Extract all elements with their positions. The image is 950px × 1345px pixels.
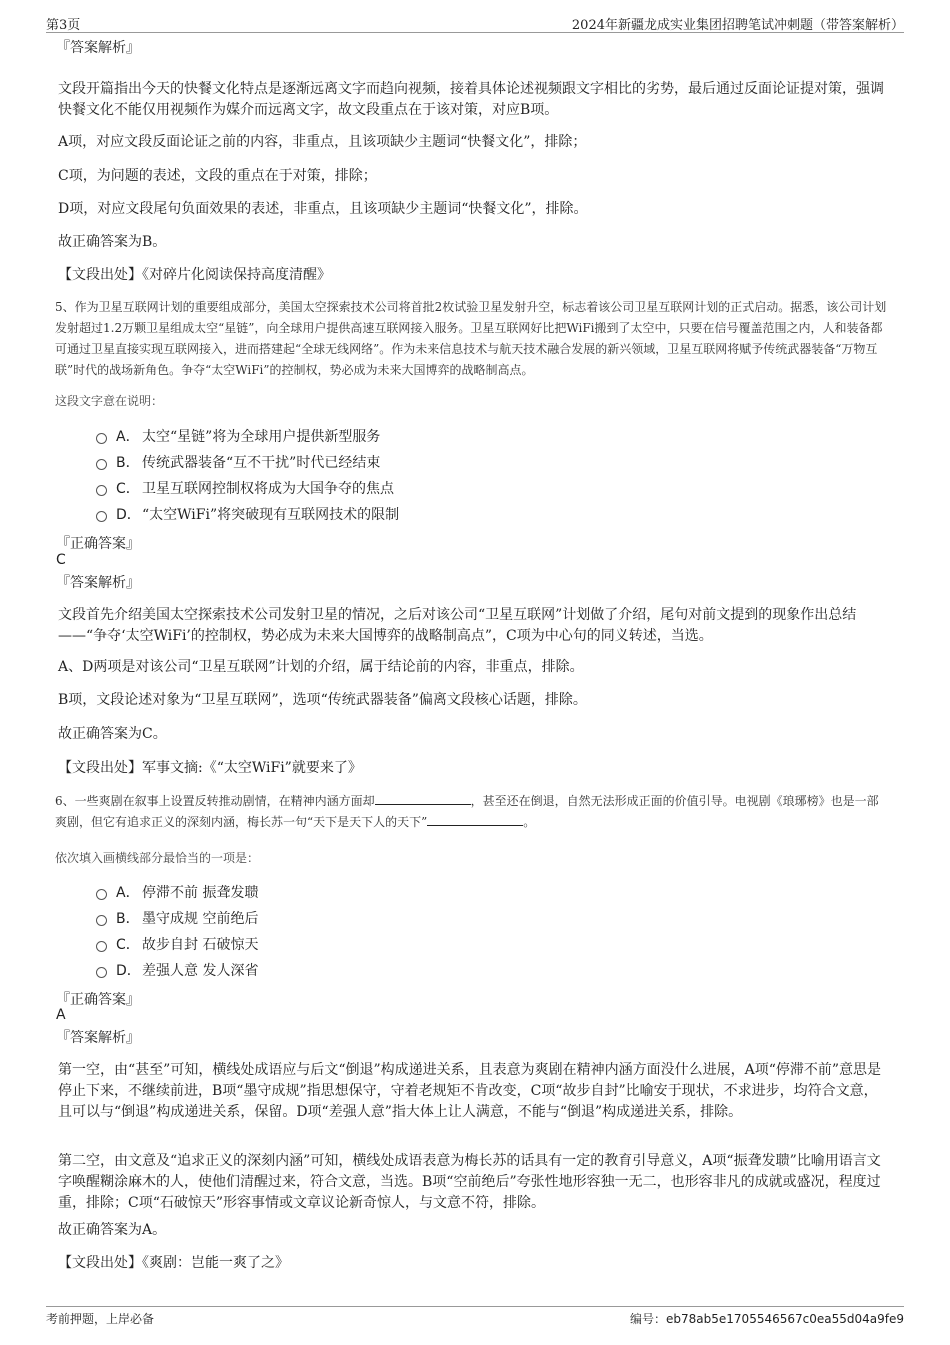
analysis-paragraph: 第二空，由文意及“追求正义的深刻内涵”可知，横线处成语表意为梅长苏的话具有一定的教育引导意义，A项“振聋发聩”比喻用语言文字唤醒糊涂麻木的人，使他们清醒过来，符合文意，当选。B项“空前绝后”夸张性地形容独一无二，也形容非凡的成就或盛况，程度过重，排除；C项“石破惊天”形容事情或文章议论新奇惊人，与文意不符，排除。	[58, 1153, 881, 1211]
fill-blank	[375, 792, 471, 805]
answer-conclusion: 故正确答案为B。	[58, 234, 167, 250]
stem-text: 6、一些爽剧在叙事上设置反转推动剧情，在精神内涵方面却	[55, 794, 375, 808]
option-d[interactable]	[96, 503, 399, 525]
analysis-paragraph: 文段开篇指出今天的快餐文化特点是逐渐远离文字而趋向视频，接着具体论述视频跟文字相比的劣势，最后通过反面论证提对策，强调快餐文化不能仅用视频作为媒介而远离文字，故文段重点在于该对策，对应B项。	[58, 81, 884, 118]
code-label: 编号：	[630, 1312, 667, 1326]
code-value: eb78ab5e1705546567c0ea55d04a9fe9	[666, 1312, 904, 1326]
document-code	[630, 1310, 904, 1327]
radio-icon[interactable]	[96, 511, 107, 522]
page-header	[46, 14, 904, 33]
source-citation: 【文段出处】军事文摘:《“太空WiFi”就要来了》	[58, 760, 362, 776]
option-letter: D．	[116, 963, 141, 979]
option-d[interactable]	[96, 959, 258, 981]
question-stem: 5、作为卫星互联网计划的重要组成部分，美国太空探索技术公司将首批2枚试验卫星发射升空，标志着该公司卫星互联网计划的正式启动。据悉，该公司计划发射超过1.2万颗卫星组成太空“星链”，向全球用户提供高速互联网接入服务。卫星互联网好比把WiFi搬到了太空中，只要在信号覆盖范围之内，人和装备都可通过卫星直接实现互联网接入，进而搭建起“全球无线网络”。作为未来信息技术与航天技术融合发展的新兴领域，卫星互联网将赋予传统武器装备“万物互联”时代的战场新角色。争夺“太空WiFi”的控制权，势必成为未来大国博弈的战略制高点。	[55, 300, 887, 377]
option-text: 太空“星链”将为全球用户提供新型服务	[142, 429, 381, 445]
option-b[interactable]	[96, 451, 380, 473]
option-c[interactable]	[96, 933, 258, 955]
option-text: 差强人意 发人深省	[142, 963, 259, 979]
option-c[interactable]	[96, 477, 394, 499]
radio-icon[interactable]	[96, 967, 107, 978]
radio-icon[interactable]	[96, 433, 107, 444]
answer-conclusion: 故正确答案为A。	[58, 1222, 167, 1238]
analysis-paragraph: A项，对应文段反面论证之前的内容，非重点，且该项缺少主题词“快餐文化”，排除；	[58, 134, 587, 150]
answer-conclusion: 故正确答案为C。	[58, 726, 167, 742]
analysis-paragraph: B项，文段论述对象为“卫星互联网”，选项“传统武器装备”偏离文段核心话题，排除。	[58, 692, 587, 708]
document-title: 2024年新疆龙成实业集团招聘笔试冲刺题（带答案解析）	[571, 18, 904, 33]
radio-icon[interactable]	[96, 915, 107, 926]
analysis-label: 『答案解析』	[56, 40, 140, 56]
source-citation: 【文段出处】《爽剧：岂能一爽了之》	[58, 1255, 289, 1271]
source-citation: 【文段出处】《对碎片化阅读保持高度清醒》	[58, 267, 331, 283]
option-letter: A．	[116, 429, 140, 445]
correct-answer-label: 『正确答案』	[56, 992, 140, 1008]
option-letter: D．	[116, 507, 141, 523]
analysis-paragraph: A、D两项是对该公司“卫星互联网”计划的介绍，属于结论前的内容，非重点，排除。	[58, 659, 584, 675]
option-text: 停滞不前 振聋发聩	[142, 885, 259, 901]
option-text: 故步自封 石破惊天	[142, 937, 259, 953]
question-stem	[55, 791, 890, 833]
page-footer	[46, 1306, 904, 1328]
question-prompt: 依次填入画横线部分最恰当的一项是：	[55, 851, 260, 865]
option-letter: A．	[116, 885, 140, 901]
analysis-paragraph: C项，为问题的表述，文段的重点在于对策，排除；	[58, 168, 377, 184]
stem-text: 榜》也是一部爽剧，但它有追求正义的深刻内涵，梅长苏一句“天下是天下人的天下”	[55, 794, 879, 829]
radio-icon[interactable]	[96, 941, 107, 952]
fill-blank	[427, 813, 523, 826]
option-a[interactable]	[96, 881, 258, 903]
analysis-label: 『答案解析』	[56, 1030, 140, 1046]
stem-text: ，甚至还在倒退，自然无法形成正面的价值引导。电视剧《琅琊	[470, 794, 807, 808]
analysis-paragraph: D项，对应文段尾句负面效果的表述，非重点，且该项缺少主题词“快餐文化”，排除。	[58, 201, 588, 217]
analysis-paragraph: 文段首先介绍美国太空探索技术公司发射卫星的情况，之后对该公司“卫星互联网”计划做了介绍，尾句对前文提到的现象作出总结——“争夺‘太空WiFi’的控制权，势必成为未来大国博弈的战略制高点”，C项为中心句的同义转述，当选。	[58, 607, 857, 644]
correct-answer-label: 『正确答案』	[56, 536, 140, 552]
analysis-label: 『答案解析』	[56, 575, 140, 591]
radio-icon[interactable]	[96, 485, 107, 496]
option-text: 墨守成规 空前绝后	[142, 911, 259, 927]
question-prompt: 这段文字意在说明：	[55, 394, 164, 408]
option-a[interactable]	[96, 425, 380, 447]
footer-slogan: 考前押题，上岸必备	[46, 1312, 155, 1326]
radio-icon[interactable]	[96, 889, 107, 900]
option-text: 传统武器装备“互不干扰”时代已经结束	[142, 455, 381, 471]
option-letter: C．	[116, 481, 140, 497]
correct-answer: A	[56, 1007, 66, 1023]
correct-answer: C	[56, 552, 66, 568]
option-text: 卫星互联网控制权将成为大国争夺的焦点	[142, 481, 394, 497]
page-number: 第3页	[46, 18, 81, 33]
option-b[interactable]	[96, 907, 258, 929]
analysis-paragraph: 第一空，由“甚至”可知，横线处成语应与后文“倒退”构成递进关系，且表意为爽剧在精神内涵方面没什么进展，A项“停滞不前”意思是停止下来，不继续前进，B项“墨守成规”指思想保守，守着老规矩不肯改变，C项“故步自封”比喻安于现状，不求进步，均符合文意，且可以与“倒退”构成递进关系，保留。D项“差强人意”指大体上让人满意，不能与“倒退”构成递进关系，排除。	[58, 1062, 882, 1120]
option-letter: B．	[116, 455, 140, 471]
option-text: “太空WiFi”将突破现有互联网技术的限制	[142, 507, 400, 523]
radio-icon[interactable]	[96, 459, 107, 470]
option-letter: B．	[116, 911, 140, 927]
stem-text: 。	[523, 815, 536, 829]
option-letter: C．	[116, 937, 140, 953]
